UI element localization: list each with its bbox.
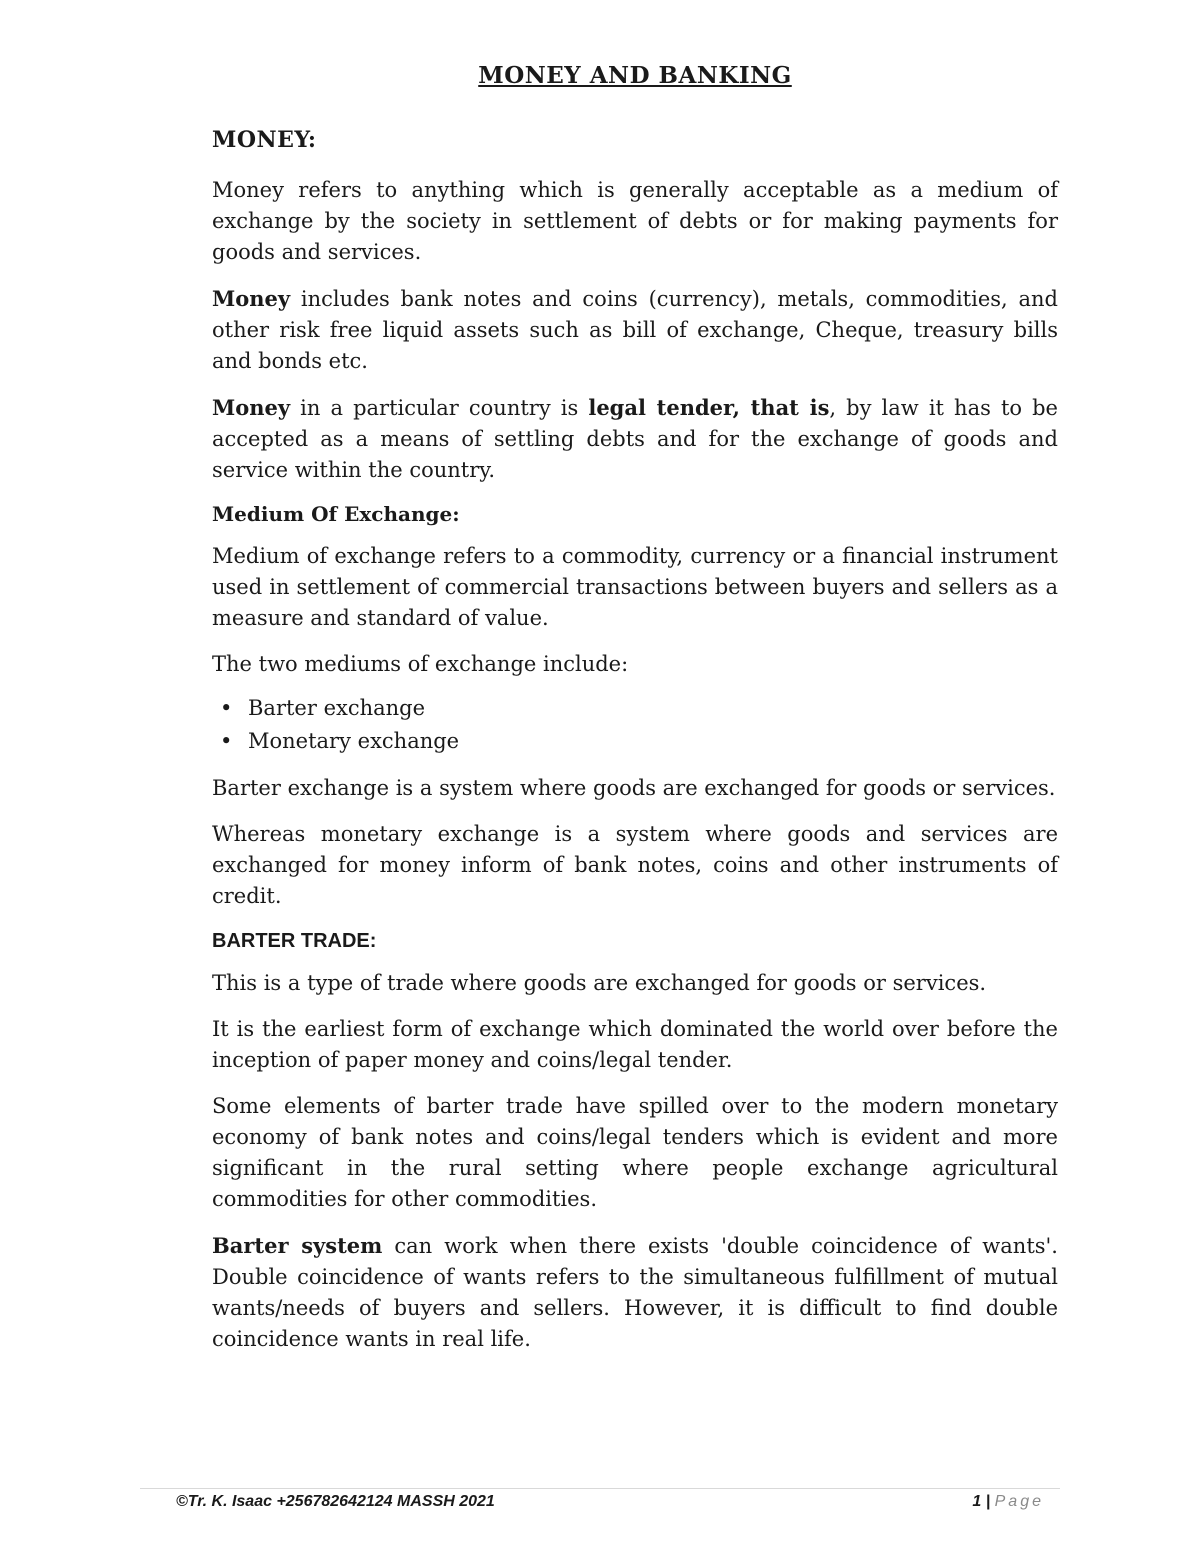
- mediums-list: [212, 692, 1058, 758]
- paragraph-barter-exchange: Barter exchange is a system where goods are exchanged for goods or services.: [212, 776, 1056, 800]
- paragraph-monetary-exchange: Whereas monetary exchange is a system where goods and services are exchanged for money inform of bank notes, coins and other instruments of credit.: [212, 822, 1058, 908]
- paragraph-barter-system: Barter system can work when there exists 'double coincidence of wants'. Double coincidence of wants refers to the simultaneous fulfillment of mutual wants/needs of buyers and sellers. However, it is difficult to find double coincidence wants in real life.: [212, 1233, 1058, 1351]
- document-title: MONEY AND BANKING: [478, 62, 792, 89]
- list-item: • Monetary exchange: [212, 725, 1058, 758]
- list-item: • Barter exchange: [212, 692, 1058, 725]
- footer-divider: [140, 1488, 1060, 1489]
- footer-author: ©Tr. K. Isaac +256782642124 MASSH 2021: [176, 1493, 495, 1510]
- heading-medium-of-exchange: Medium Of Exchange:: [212, 502, 460, 526]
- paragraph-money-definition: Money refers to anything which is generally acceptable as a medium of exchange by the society in settlement of debts or for making payments for goods and services.: [212, 178, 1058, 264]
- bold-term: Money: [212, 286, 291, 311]
- paragraph-barter-type: This is a type of trade where goods are exchanged for goods or services.: [212, 971, 987, 995]
- paragraph-medium-definition: Medium of exchange refers to a commodity, currency or a financial instrument used in settlement of commercial transactions between buyers and sellers as a measure and standard of value.: [212, 544, 1058, 630]
- bold-term: legal tender, that is: [588, 395, 830, 420]
- footer-page-number: 1 | Page: [972, 1493, 1044, 1510]
- paragraph-legal-tender: Money in a particular country is legal tender, that is, by law it has to be accepted as a means of settling debts and for the exchange of goods and service within the country.: [212, 395, 1058, 482]
- bold-term: Money: [212, 395, 291, 420]
- paragraph-money-includes: Money includes bank notes and coins (currency), metals, commodities, and other risk free liquid assets such as bill of exchange, Cheque, treasury bills and bonds etc.: [212, 286, 1058, 373]
- heading-money: MONEY:: [212, 127, 317, 153]
- bullet-icon: •: [220, 696, 233, 720]
- heading-barter-trade: BARTER TRADE:: [212, 930, 377, 952]
- paragraph-two-mediums: The two mediums of exchange include:: [212, 652, 629, 676]
- bullet-icon: •: [220, 729, 233, 753]
- bold-term: Barter system: [212, 1233, 383, 1258]
- paragraph-earliest-form: It is the earliest form of exchange which dominated the world over before the inception of paper money and coins/legal tender.: [212, 1017, 1058, 1072]
- paragraph-barter-elements: Some elements of barter trade have spilled over to the modern monetary economy of bank notes and coins/legal tenders which is evident and more significant in the rural setting where people exchange agricultural commodities for other commodities.: [212, 1094, 1058, 1211]
- document-page: [212, 62, 1058, 1355]
